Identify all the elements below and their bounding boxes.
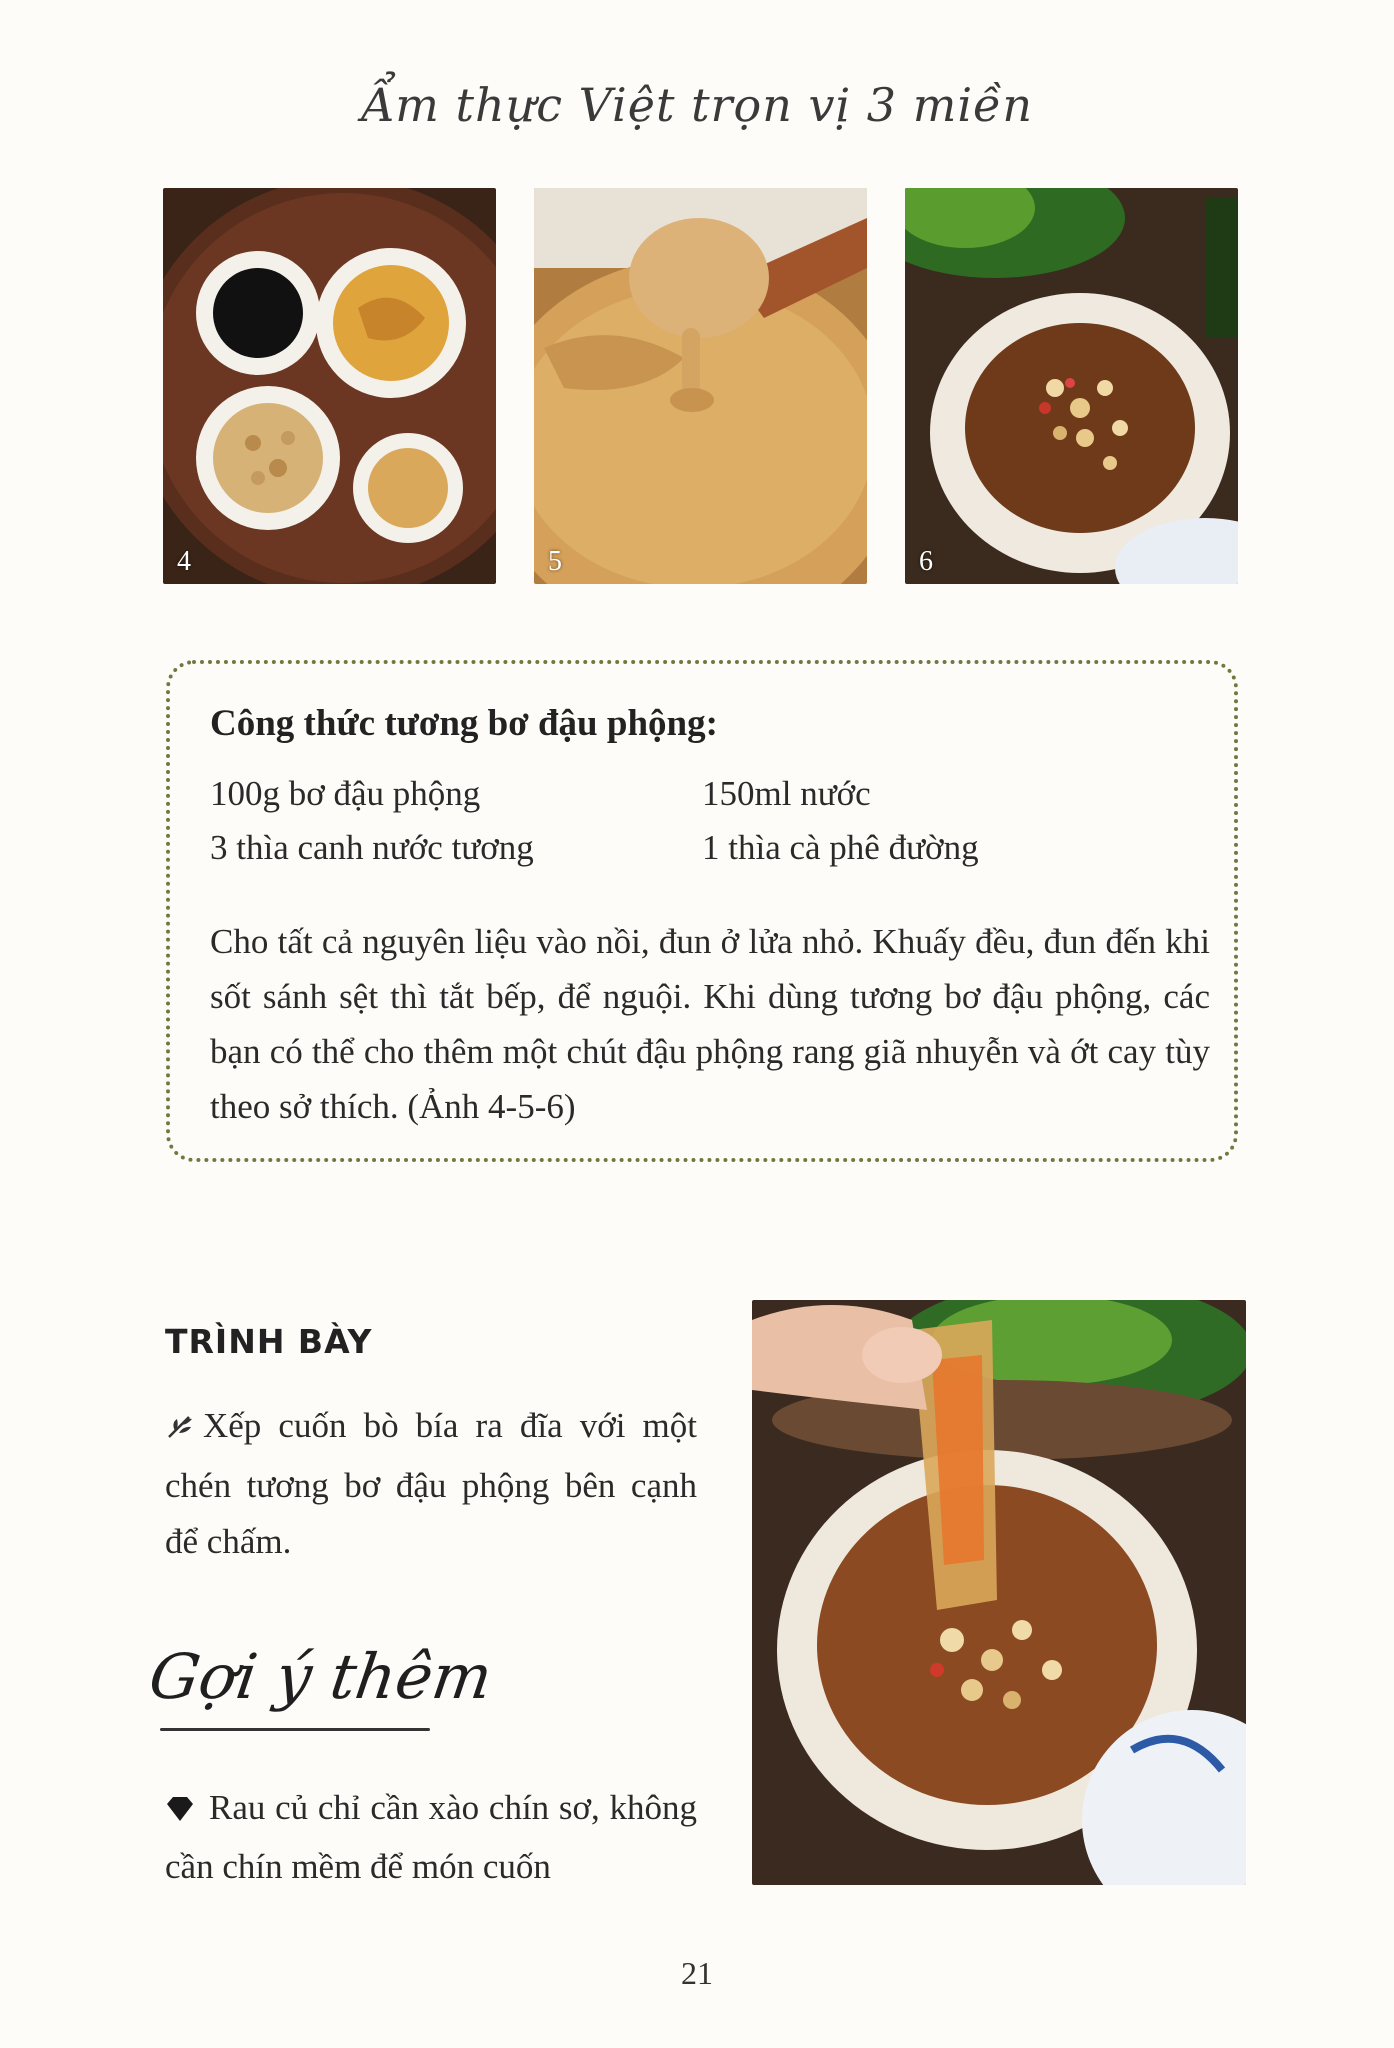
page-number: 21 [681,1955,713,1991]
ingredient-item: 3 thìa canh nước tương [210,828,534,867]
ingredient-item: 150ml nước [702,774,871,813]
photo-5-peanut-butter [534,188,867,584]
running-title: Ẩm thực Việt trọn vị 3 miền [361,78,1033,132]
ingredient-item: 100g bơ đậu phộng [210,774,481,813]
photo-6-sauce-bowl [905,188,1238,584]
recipe-instructions: Cho tất cả nguyên liệu vào nồi, đun ở lửa nhỏ. Khuấy đều, đun đến khi sốt sánh sệt thì tắt bếp, để nguội. Khi dùng tương bơ đậu phộng, các bạn có thể cho thêm một chút đậu phộng rang giã nhuyễn và ớt cay tùy theo sở thích. (Ảnh 4-5-6) [210,922,1210,1126]
ingredient-item: 1 thìa cà phê đường [702,828,979,867]
presentation-heading: TRÌNH BÀY [165,1322,373,1361]
peanut-butter-spoon-photo [534,188,867,584]
hint-paragraph [165,1780,697,1895]
photo-number: 4 [177,546,191,577]
photo-spring-roll [752,1300,1246,1885]
diamond-bullet-icon [165,1783,195,1839]
hint-heading: Gợi ý thêm [144,1640,497,1713]
presentation-paragraph [165,1398,697,1570]
sauce-ingredients-photo [163,188,496,584]
recipe-title: Công thức tương bơ đậu phộng: [210,703,718,744]
recipe-box [166,660,1238,1162]
photo-4-ingredients [163,188,496,584]
hint-underline [160,1728,430,1731]
presentation-text: Xếp cuốn bò bía ra đĩa với một chén tương bơ đậu phộng bên cạnh để chấm. [165,1406,697,1561]
photo-number: 6 [919,546,933,577]
photo-number: 5 [548,546,562,577]
leaf-bullet-icon [165,1402,195,1458]
spring-roll-dipping-photo [752,1300,1246,1885]
peanut-sauce-bowl-photo [905,188,1238,584]
hint-text: Rau củ chỉ cần xào chín sơ, không cần chín mềm để món cuốn [165,1788,697,1886]
